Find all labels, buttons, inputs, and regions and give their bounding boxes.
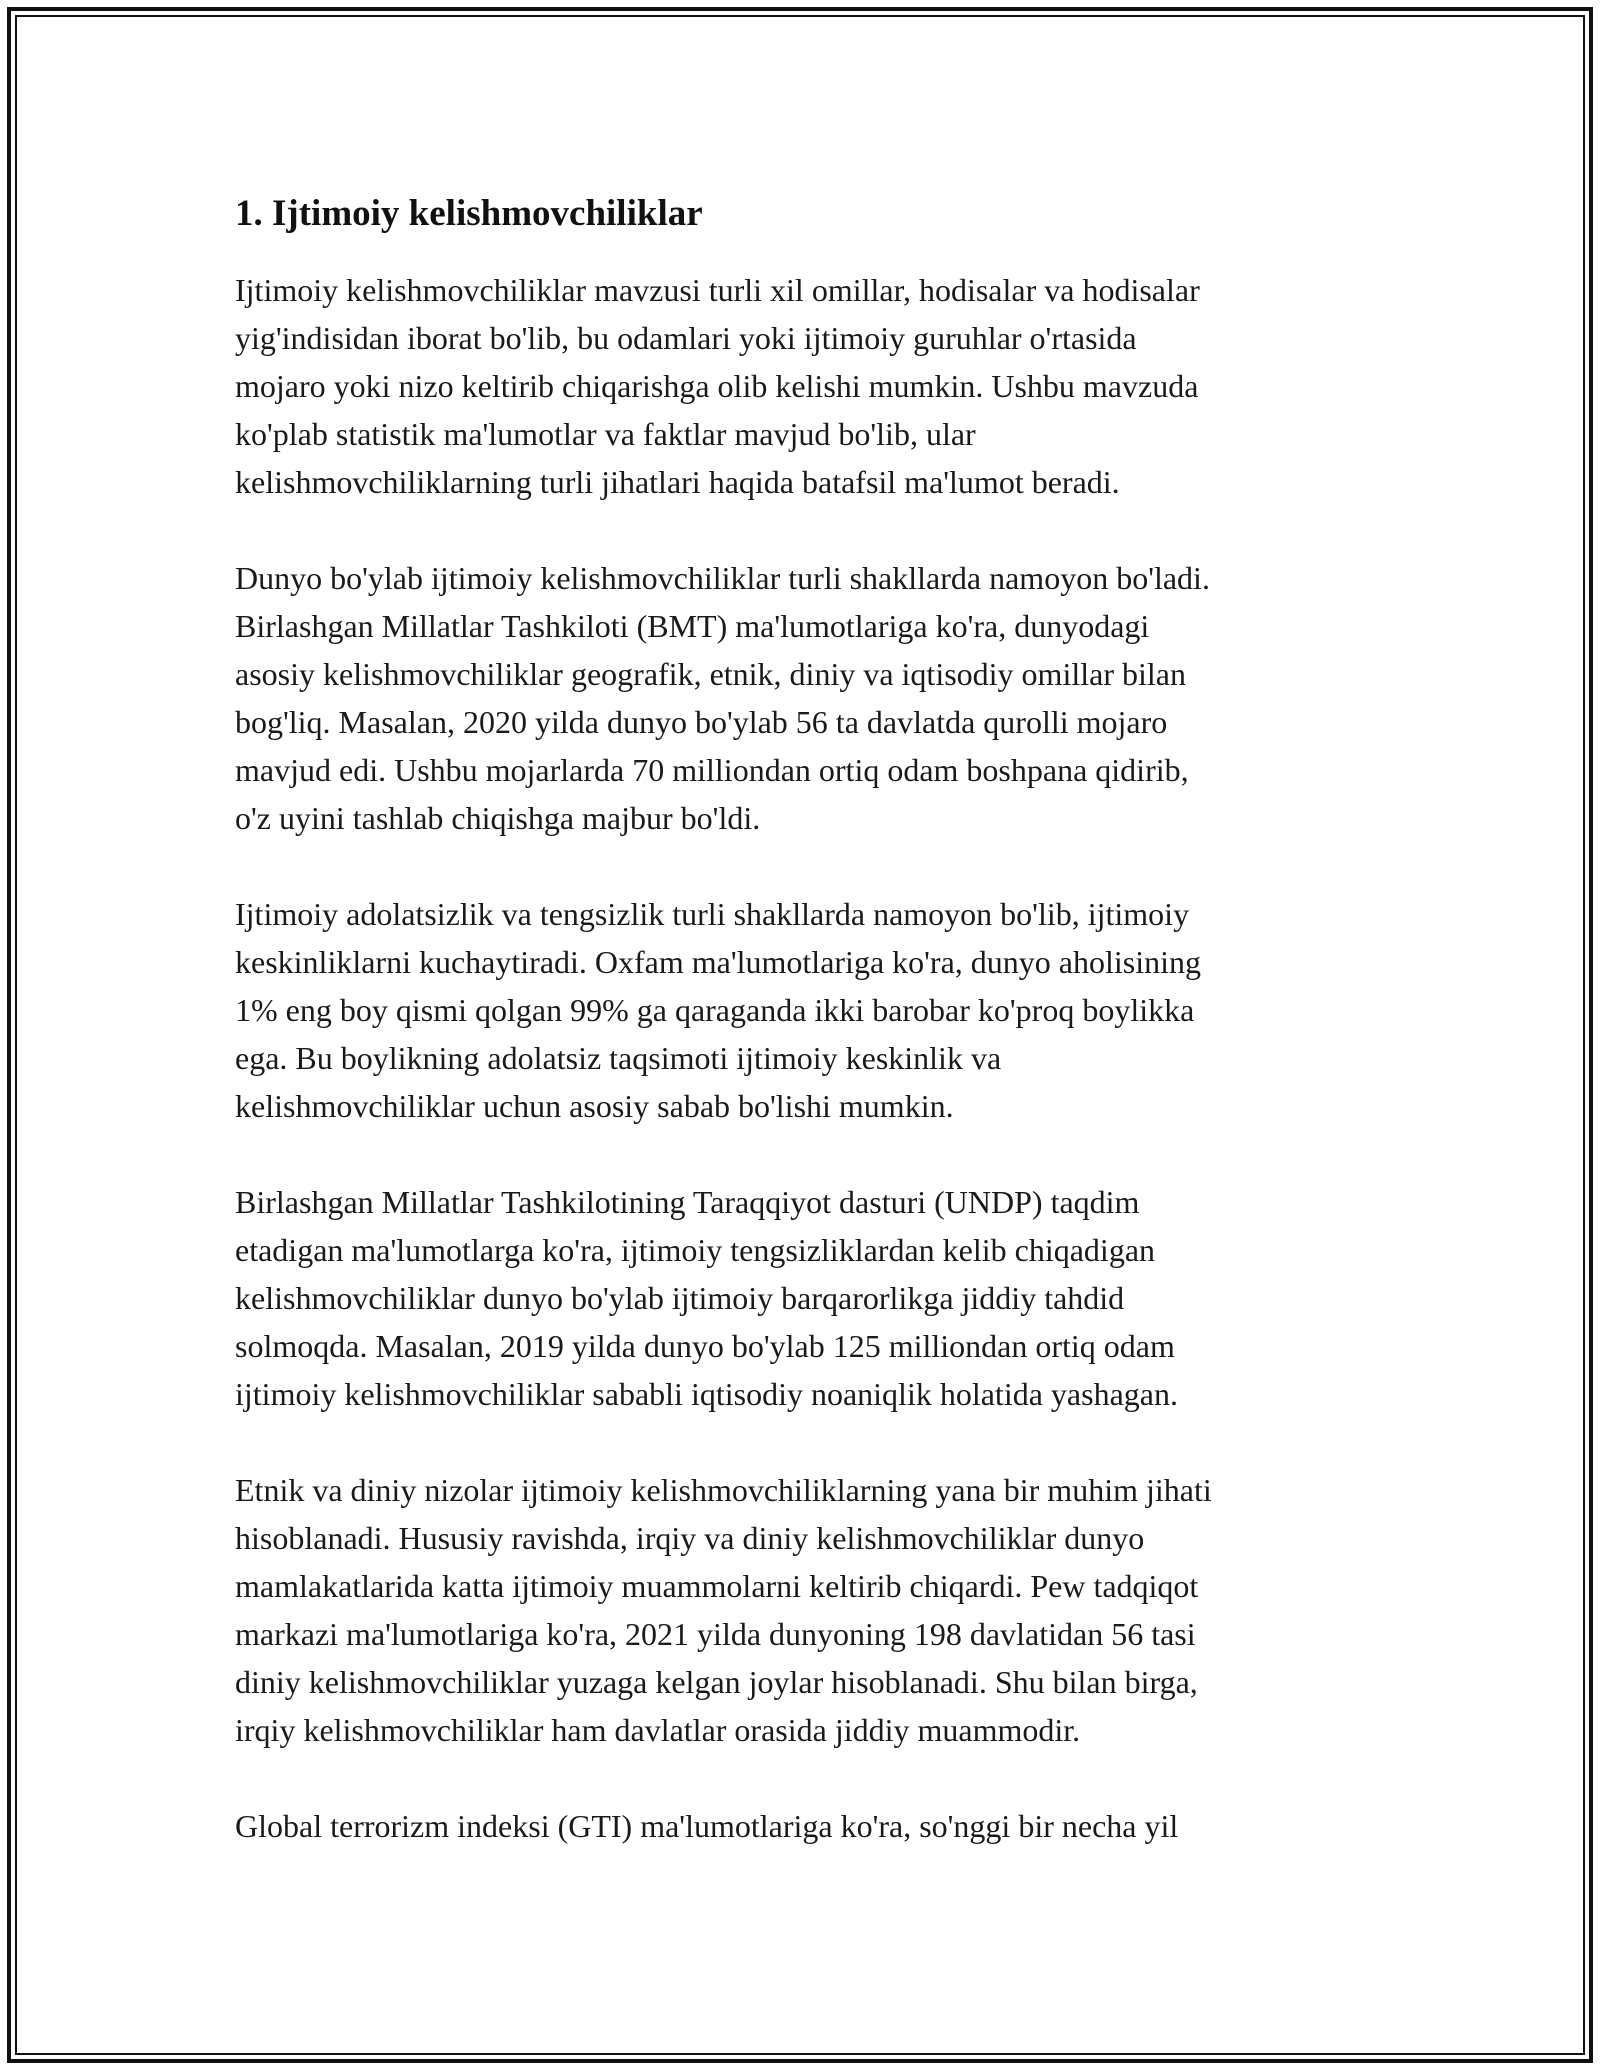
paragraph: Ijtimoiy adolatsizlik va tengsizlik turli shakllarda namoyon bo'lib, ijtimoiy keskinliklarni kuchaytiradi. Oxfam ma'lumotlariga ko'ra, dunyo aholisining 1% eng boy qismi qolgan 99% ga qaraganda ikki barobar ko'proq boylikka ega. Bu boylikning adolatsiz taqsimoti ijtimoiy keskinlik va kelishmovchiliklar uchun asosiy sabab bo'lishi mumkin. — [235, 896, 1201, 1124]
paragraph: Etnik va diniy nizolar ijtimoiy kelishmovchiliklarning yana bir muhim jihati hisoblanadi. Hususiy ravishda, irqiy va diniy kelishmovchiliklar dunyo mamlakatlarida katta ijtimoiy muammolarni keltirib chiqardi. Pew tadqiqot markazi ma'lumotlariga ko'ra, 2021 yilda dunyoning 198 davlatidan 56 tasi diniy kelishmovchiliklar yuzaga kelgan joylar hisoblanadi. Shu bilan birga, irqiy kelishmovchiliklar ham davlatlar orasida jiddiy muammodir. — [235, 1472, 1212, 1748]
section-heading: 1. Ijtimoiy kelishmovchiliklar — [235, 193, 703, 234]
paragraph: Global terrorizm indeksi (GTI) ma'lumotlariga ko'ra, so'nggi bir necha yil — [235, 1808, 1179, 1844]
paragraph: Ijtimoiy kelishmovchiliklar mavzusi turli xil omillar, hodisalar va hodisalar yig'indisidan iborat bo'lib, bu odamlari yoki ijtimoiy guruhlar o'rtasida mojaro yoki nizo keltirib chiqarishga olib kelishi mumkin. Ushbu mavzuda ko'plab statistik ma'lumotlar va faktlar mavjud bo'lib, ular kelishmovchiliklarning turli jihatlari haqida batafsil ma'lumot beradi. — [235, 272, 1200, 500]
document-body — [235, 190, 1365, 1898]
paragraph: Birlashgan Millatlar Tashkilotining Taraqqiyot dasturi (UNDP) taqdim etadigan ma'lumotlarga ko'ra, ijtimoiy tengsizliklardan kelib chiqadigan kelishmovchiliklar dunyo bo'ylab ijtimoiy barqarorlikga jiddiy tahdid solmoqda. Masalan, 2019 yilda dunyo bo'ylab 125 milliondan ortiq odam ijtimoiy kelishmovchiliklar sababli iqtisodiy noaniqlik holatida yashagan. — [235, 1184, 1178, 1412]
paragraph: Dunyo bo'ylab ijtimoiy kelishmovchiliklar turli shakllarda namoyon bo'ladi. Birlashgan Millatlar Tashkiloti (BMT) ma'lumotlariga ko'ra, dunyodagi asosiy kelishmovchiliklar geografik, etnik, diniy va iqtisodiy omillar bilan bog'liq. Masalan, 2020 yilda dunyo bo'ylab 56 ta davlatda qurolli mojaro mavjud edi. Ushbu mojarlarda 70 milliondan ortiq odam boshpana qidirib, o'z uyini tashlab chiqishga majbur bo'ldi. — [235, 560, 1210, 836]
